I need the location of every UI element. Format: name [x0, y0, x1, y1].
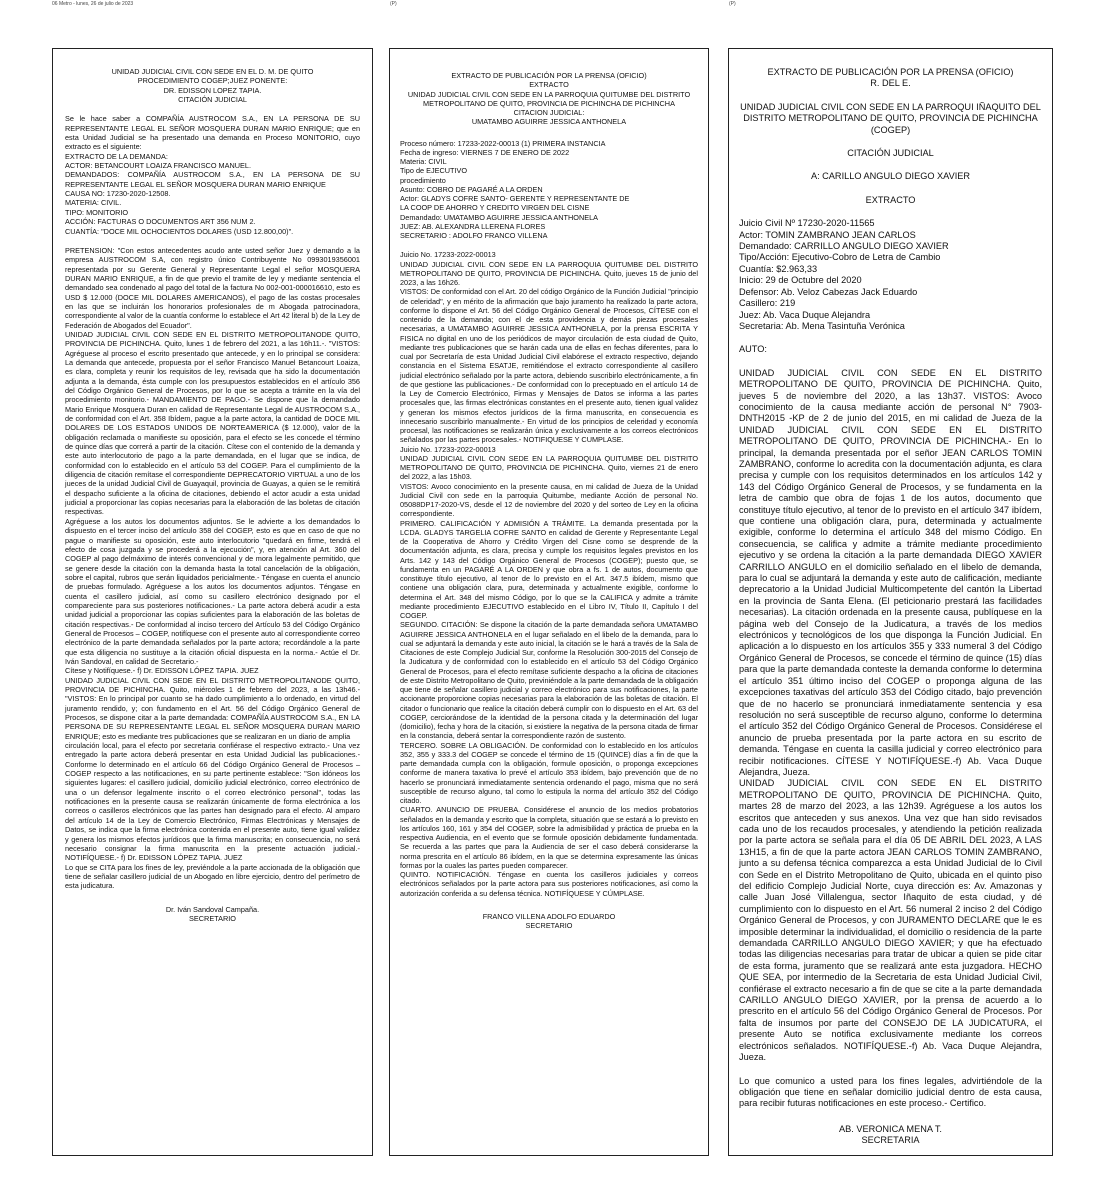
- notice-1-title: [65, 67, 360, 104]
- summary-line: ACCIÓN: FACTURAS O DOCUMENTOS ART 356 NUM 2.: [65, 217, 256, 227]
- summary-line: Tipo de EJECUTIVO: [400, 166, 468, 176]
- notice-1-signature: [65, 905, 360, 924]
- court-line: DISTRITO METROPOLITANO DE QUITO, PROVINCIA DE PICHINCHA: [743, 113, 1038, 124]
- summary-line: DEMANDADOS: COMPAÑÍA AUSTROCOM S.A., EN LA PERSONA DE SU REPRESENTANTE LEGAL EL SEÑOR MOSQUERA DURAN MARIO ENRIQUE: [65, 170, 360, 189]
- summary-line: Fecha de ingreso: VIERNES 7 DE ENERO DE 2022: [400, 147, 570, 157]
- notice-3-title: [739, 67, 1042, 90]
- summary-line: Cuantía: $2.963,33: [739, 263, 818, 274]
- signature-name: AB. VERONICA MENA T.: [839, 1123, 942, 1134]
- notice-3-summary: [739, 218, 1042, 332]
- summary-line: TIPO: MONITORIO: [65, 207, 129, 217]
- paragraph: Agréguese a los autos los documentos adjuntos. Se le advierte a los demandados lo dispuesto en el tercer inciso del artículo 358 del COGEP, esto es que en caso de que no pague o manifieste su oposición, este auto interlocutorio "quedará en firme, tendrá el efecto de cosa juzgada y se procederá a la ejecución", y, en atención al Art. 360 del COGEP al pago delmáximo de interés convencional y de mora legalmente permitido, que se genere desde la citación con la demanda hasta la total cancelación de la obligación, sobre el capital, rubros que serán liquidados pericialmente.- Téngase en cuenta el anuncio de pruebas formulado. Agréguese a los autos los documentos adjuntos. Téngase en cuenta el casillero judicial, así como su casillero electrónico designado por el compareciente para sus posteriores notificaciones.- La parte actora deberá acudir a esta unidad judicial a proporcionar las copias suficientes para la elaboración de las boletas de citación respectivas.- De conformidad al inciso tercero del Artículo 53 del Código Orgánico General de Procesos – COGEP, notifíquese con el presente auto al correspondiente correo electrónico de la parte demandada señalados por la parte actora; recordándole a la parte que esta diligencia no sustituye a la citación oficial dispuesta en la norma.- Actúe el Dr. Iván Sandoval, en calidad de Secretario.-: [65, 516, 360, 666]
- summary-line: Demandado: CARRILLO ANGULO DIEGO XAVIER: [739, 241, 949, 252]
- paragraph: UNIDAD JUDICIAL CIVIL CON SEDE EN EL DISTRITO METROPOLITANO DE QUITO, PROVINCIA DE PICHINCHA. Quito, jueves 5 de noviembre del 2020, a las 13h37. VISTOS: Avoco conocimiento de la causa mediante acción de personal N° 7903-DNTH2015 -KP de 2 de junio del 2015, en mi calidad de Jueza de la UNIDAD JUDICIAL CIVIL CON SEDE EN EL DISTRITO METROPOLITANO DE QUITO, PROVINCIA DE PICHINCHA.- En lo principal, la demanda presentada por el señor JEAN CARLOS TOMIN ZAMBRANO, conforme lo acredita con la documentación adjunta, es clara precisa y cumple con los requisitos determinados en los artículos 142 y 143 del Código Orgánico General de Procesos, y se fundamenta en la letra de cambio que obra de fojas 1 de los autos, documento que constituye título ejecutivo, al tenor de lo previsto en el artículo 347 ibídem, que contiene una obligación clara, pura, determinada y actualmente exigible, conforme lo determina el artículo 348 del mismo Código. En consecuencia, se califica y admite a trámite mediante procedimiento ejecutivo y se ordena la citación a la parte demandada DIEGO XAVIER CARRILLO ANGULO en el domicilio señalado en el libelo de demanda, para lo cual se adjuntará la demanda y este auto de calificación, mediante deprecatorio a la Unidad Judicial Multicompetente del cantón la Libertad en la provincia de Santa Elena. (El peticionario prestará las facilidades necesarias). La citación ordenada en la presente causa, publíquese en la página web del Consejo de la Judicatura, a través de los medios electrónicos y tecnológicos de los que disponga la Función Judicial. En aplicación a lo dispuesto en los artículos 355 y 333 numeral 3 del Código Orgánico General de Procesos, se concede el término de quince (15) días para que la parte demandada conteste la demanda conforme lo determina el artículo 351 último inciso del COGEP o proponga alguna de las excepciones taxativas del artículo 353 del Código citado, bajo prevención que de no hacerlo se pronunciará inmediatamente sentencia y esa resolución no será susceptible de recurso alguno, conforme lo determina el artículo 352 del Código Orgánico General de Procesos. Considérese el anuncio de prueba presentada por la parte actora en su escrito de demanda. Téngase en cuenta la casilla judicial y correo electrónico para recibir notificaciones. CÍTESE Y NOTIFÍQUESE.-f) Ab. Vaca Duque Alejandra, Jueza.: [739, 367, 1042, 777]
- page-header-left: 06 Metro - lunes, 26 de julio de 2023: [52, 1, 134, 7]
- title-line: DR. EDISSON LOPEZ TAPIA.: [163, 85, 262, 95]
- paragraph: QUINTO. NOTIFICACIÓN. Téngase en cuenta los casilleros judiciales y correos electrónicos señalados por la parte actora para sus posteriores notificaciones, así como la autorización conferida a su defensa técnica. NOTIFÍQUESE Y CÚMPLASE.: [400, 870, 698, 898]
- title-line: UMATAMBO AGUIRRE JESSICA ANTHONELA: [471, 117, 627, 127]
- paragraph: Lo que se CITA para los fines de ley, previéndole a la parte accionada de la obligación que tiene de señalar casillero judicial de un Abogado en libre ejercicio, dentro del perímetro de esta judicatura.: [65, 862, 360, 891]
- notice-3-extracto: EXTRACTO: [865, 194, 916, 205]
- paragraph: SEGUNDO. CITACIÓN: Se dispone la citación de la parte demandada señora UMATAMBO AGUIRRE JESSICA ANTHONELA en el lugar señalado en el libelo de la demanda, para lo cual se adjuntará la demanda y este auto inicial, la citación se le hará a través de la Sala de Citaciones de este Complejo Judicial Sur, conforme la Resolución 300-2015 del Consejo de la Judicatura y de conformidad con lo establecido en el artículo 53 del Código Orgánico General de Procesos, para el efecto remítase suficiente despacho a la oficina de citaciones de este Distrito Metropolitano de Quito, previniéndole a la parte demandada de la obligación que tiene de señalar casillero judicial y correo electrónico para sus notificaciones, la parte accionante proporcione copias necesarias para la elaboración de las boletas de citación. El citador o funcionario que realice la citación deberá cumplir con lo dispuesto en el Art. 63 del COGEP, cerciorándose de la identidad de la persona citada y la determinación del lugar (domicilio), fecha y hora de la citación, si existiere la negativa de la persona citada de firmar en la constancia, deberá sentar la correspondiente razón de sustento.: [400, 620, 698, 741]
- notice-column-2: [389, 48, 709, 1156]
- notice-1-intro: Se le hace saber a COMPAÑÍA AUSTROCOM S.A., EN LA PERSONA DE SU REPRESENTANTE LEGAL EL SEÑOR MOSQUERA DURAN MARIO ENRIQUE; que en esta Unidad Judicial se ha presentado una demanda en Proceso MONITORIO, cuyo extracto es el siguiente:: [65, 114, 360, 152]
- summary-line: Defensor: Ab. Veloz Cabezas Jack Eduardo: [739, 286, 918, 297]
- paragraph: Juicio No. 17233-2022-00013: [400, 444, 496, 454]
- summary-line: Materia: CIVIL: [400, 157, 447, 166]
- paragraph: Juicio No. 17233-2022-00013: [400, 250, 496, 260]
- paragraph: PRETENSION: "Con estos antecedentes acudo ante usted señor Juez y demando a la empresa AUSTROCOM S.A, con registro único Contribuyente No 0993019356001 representada por su Gerente General y Representante Legal el señor MOSQUERA DURAN MARIO ENRIQUE, a fin de que previo el tramite de ley y mediante sentencia el demandado sea condenado al pago del total de la factura No 002-001-000016610, esto es USD $ 12.000 (DOCE MIL DOLARES AMERICANOS), el pago de las costas procesales en las que se incluirán los honorarios profesionales de m Abogada patrocinadora, correspondiente al valor de la cuantía conforme lo establece el Art 42 literal b) de la Ley de Federación de Abogados del Ecuador".: [65, 245, 360, 330]
- summary-line: Secretaria: Ab. Mena Tasintuña Verónica: [739, 320, 905, 331]
- summary-line: LA COOP DE AHORRO Y CREDITO VIRGEN DEL CISNE: [400, 203, 590, 213]
- paragraph: UNIDAD JUDICIAL CIVIL CON SEDE EN EL DISTRITO METROPOLITANO DE QUITO, PROVINCIA DE PICHINCHA. Quito, martes 28 de marzo del 2023, a las 12h39. Agréguese a los autos los escritos que anteceden y sus anexos. Una vez que han sido revisados cada uno de los recaudos procesales, y atendiendo la petición realizada por la parte actora se señala para el día 05 DE ABRIL DEL 2023, A LAS 13H15, a fin de que la parte actora JEAN CARLOS TOMIN ZAMBRANO, junto a su defensa técnica comparezca a esta Unidad Judicial de lo Civil con Sede en el Distrito Metropolitano de Quito, ubicada en el quinto piso del edificio Complejo Judicial Norte, cuya dirección es: Av. Amazonas y calle Juan José Villalengua, sector Iñaquito de esta ciudad, y dé cumplimiento con lo dispuesto en el Art. 56 numeral 2 inciso 2 del Código Orgánico General de Procesos, y con JURAMENTO DECLARE que le es imposible determinar la individualidad, el domicilio o residencia de la parte demandada CARRILLO ANGULO DIEGO XAVIER; y que ha efectuado todas las diligencias necesarias para tratar de ubicar a quien se pide citar de esta forma, juramento que se realizará ante esta juzgadora. HECHO QUE SEA, por intermedio de la Secretaria de esta Unidad Judicial Civil, confiérase el extracto necesario a fin de que se cite a la parte demandada CARILLO ANGULO DIEGO XAVIER, por la prensa de acuerdo a lo prescrito en el artículo 56 del Código Orgánico General de Procesos. Por falta de insumos por parte del CONSEJO DE LA JUDICATURA, el presente Auto se notifica exclusivamente mediante los correos electrónicos señalados. NOTIFÍQUESE.-f) Ab. Vaca Duque Alejandra, Jueza.: [739, 778, 1042, 1063]
- summary-line: Actor: TOMIN ZAMBRANO JEAN CARLOS: [739, 229, 916, 240]
- summary-line: Proceso número: 17233-2022-00013 (1) PRIMERA INSTANCIA: [400, 138, 606, 148]
- signature-role: SECRETARIA: [861, 1135, 920, 1146]
- summary-line: EXTRACTO DE LA DEMANDA:: [65, 151, 168, 161]
- page-header-mid: (P): [390, 1, 397, 7]
- signature-role: SECRETARIO: [525, 921, 573, 930]
- notice-3-auto-label: AUTO:: [739, 344, 767, 355]
- summary-line: CUANTÍA: "DOCE MIL OCHOCIENTOS DOLARES (USD 12.800,00)".: [65, 226, 294, 236]
- notice-2-title: [400, 71, 698, 127]
- paragraph: PRIMERO. CALIFICACIÓN Y ADMISIÓN A TRÁMITE. La demanda presentada por la LCDA. GLADYS TARGELIA COFRE SANTO en calidad de Gerente y Representante Legal de la Cooperativa de Ahorro y Crédito Virgen del Cisne como se desprende de la documentación adjunta, es clara, precisa y cumple los requisitos legales previstos en los Arts. 142 y 143 del Código Orgánico General de Procesos (COGEP); puesto que, se fundamenta en un PAGARÉ A LA ORDEN y que obra a fs. 1 de autos, documento que constituye título ejecutivo, al tenor de lo previsto en el Art. 347.5 ibídem, mismo que contiene una obligación clara, pura, determinada y actualmente exigible, conforme lo determina el Art. 348 del mismo Código, por lo que se la CALIFICA y admite a trámite mediante procedimiento EJECUTIVO establecido en el Libro IV, Título II, Capítulo I del COGEP.: [400, 518, 698, 620]
- title-line: PROCEDIMIENTO COGEP;JUEZ PONENTE:: [137, 76, 288, 86]
- summary-line: SECRETARIO : ADOLFO FRANCO VILLENA: [400, 231, 548, 240]
- notice-2-summary: [400, 139, 698, 241]
- notice-1-summary: [65, 152, 360, 236]
- summary-line: Juez: Ab. Vaca Duque Alejandra: [739, 309, 871, 320]
- paragraph: TERCERO. SOBRE LA OBLIGACIÓN. De conformidad con lo establecido en los artículos 352, 355 y 333.3 del COGEP se concede el término de 15 (QUINCE) días a fin de que la parte demandada cumpla con la obligación, formule oposición, o proponga excepciones conforme de manera taxativa lo prevé el artículo 353 ibídem, bajo prevención que de no hacerlo se pronunciará inmediatamente sentencia ordenando el pago, misma que no será susceptible de recurso alguno, tal como lo estipula la norma del artículo 352 del Código citado.: [400, 740, 698, 805]
- page-header-right: (P): [729, 1, 736, 7]
- summary-line: Actor: GLADYS COFRE SANTO- GERENTE Y REPRESENTANTE DE: [400, 194, 630, 203]
- notice-3-citacion: CITACIÓN JUDICIAL: [847, 148, 934, 159]
- notice-column-1: [52, 48, 373, 1156]
- paragraph: Cítese y Notifíquese.- f) Dr. EDISSON LÓPEZ TAPIA. JUEZ: [65, 666, 259, 676]
- title-line: CITACIÓN JUDICIAL: [178, 95, 247, 105]
- signature-role: SECRETARIO: [189, 913, 236, 923]
- paragraph: UNIDAD JUDICIAL CIVIL CON SEDE EN LA PARROQUIA QUITUMBE DEL DISTRITO METROPOLITANO DE QUITO, PROVINCIA DE PICHINCHA. Quito, jueves 15 de junio del 2023, a las 16h26.: [400, 259, 698, 287]
- summary-line: ACTOR: BETANCOURT LOAIZA FRANCISCO MANUEL.: [65, 161, 251, 171]
- paragraph: VISTOS: Avoco conocimiento en la presente causa, en mi calidad de Jueza de la Unidad Judicial Civil con sede en la parroquia Quitumbe, mediante Acción de personal No. 05088DP17-2020-VS, desde el 12 de noviembre del 2020 y del sorteo de Ley en la oficina correspondiente.: [400, 481, 698, 519]
- paragraph: UNIDAD JUDICIAL CIVIL CON SEDE EN EL DISTRITO METROPOLITANODE QUITO, PROVINCIA DE PICHINCHA. Quito, miércoles 1 de febrero del 2023, a las 13h46.- "VISTOS: En lo principal por cuanto se ha dado cumplimiento a lo ordenado, en virtud del juramento rendido, y; con fundamento en el Art. 56 del Código Orgánico General de Procesos, se dispone citar a la parte demandada: COMPAÑÍA AUSTROCOM S.A., EN LA PERSONA DE SU REPRESENTANTE LEGAL EL SEÑOR MOSQUERA DURAN MARIO ENRIQUE; esto es mediante tres publicaciones que se realizaran en un diario de amplia: [65, 675, 360, 741]
- paragraph: circulación local, para el efecto por secretaria confiérase el respectivo extracto.- Una vez entregado la parte actora deberá presentar en esta Unidad Judicial las publicaciones.- Conforme lo determinado en el artículo 66 del Código Orgánico General de Procesos – COGEP respecto a las notificaciones, en su parte pertinente establece: "Son idóneos los siguientes lugares: el casillero judicial, domicilio judicial electrónico, correo electrónico de una o un defensor legalmente inscrito o el correo electrónico personal", todas las notificaciones en la presente causa se realizarán únicamente de forma electrónica a los correos o casilleros electrónicos que las partes han designado para el efecto. Al amparo del artículo 14 de la Ley de Comercio Electrónico, Firmas Electrónicas y Mensajes de Datos, se indica que la firma electrónica contenida en el presente auto, tiene igual validez y genera los mismos efectos jurídicos que la firma manuscrita; en consecuencia, no será necesario consignar la firma manuscrita en la presente actuación judicial.- NOTIFÍQUESE.- f) Dr. EDISSON LÓPEZ TAPIA. JUEZ: [65, 741, 360, 863]
- summary-line: Tipo/Acción: Ejecutivo-Cobro de Letra de Cambio: [739, 252, 941, 263]
- paragraph: UNIDAD JUDICIAL CIVIL CON SEDE EN EL DISTRITO METROPOLITANODE QUITO, PROVINCIA DE PICHINCHA. Quito, lunes 1 de febrero del 2021, a las 16h11.-. "VISTOS: Agréguese al proceso el escrito presentado que antecede, y en lo principal se considera: La demanda que antecede, propuesta por el señor Francisco Manuel Betancourt Loaiza, es clara, completa y reunir los requisitos de ley, revisada que ha sido la documentación adjunta a la demanda, ésta cumple con los presupuestos establecidos en el artículo 356 del Código Orgánico General de Procesos, por lo que se acepta a trámite en la vía del procedimiento monitorio.- MANDAMIENTO DE PAGO.- Se dispone que la demandado Mario Enrique Mosquera Duran en calidad de Representante Legal de AUSTROCOM S.A., de conformidad con el Art. 358 Ibídem, pague a la parte actora, la cantidad de DOCE MIL DOLARES DE LOS ESTADOS UNIDOS DE NORTEAMERICA ($ 12.000), valor de la obligación reclamada o manifieste su oposición, para el efecto se les concede el término de quince días que correrá a partir de la citación. Cítese con el contenido de la demanda y este auto interlocutorio de pago a la parte demandada, en el lugar que se indica, de conformidad con lo establecido en el artículo 53 del COGEP. Para el cumplimiento de la diligencia de citación remítase el correspondiente DEPRECATORIO VIRTUAL a uno de los jueces de la unidad Judicial Civil de Guayaquil, provincia de Guayas, a quien se le remitirá el despacho suficiente a la oficina de citaciones, debiendo el actor acudir a esta unidad judicial a proporcionar las copias necesarias para la elaboración de las boletas de citación respectivas.: [65, 329, 360, 517]
- court-line: (COGEP): [870, 124, 911, 135]
- summary-line: Asunto: COBRO DE PAGARÉ A LA ORDEN: [400, 184, 543, 194]
- summary-line: Demandado: UMATAMBO AGUIRRE JESSICA ANTHONELA: [400, 212, 599, 222]
- notice-3-signature: [739, 1124, 1042, 1147]
- paragraph: UNIDAD JUDICIAL CIVIL CON SEDE EN LA PARROQUIA QUITUMBE DEL DISTRITO METROPOLITANO DE QUITO, PROVINCIA DE PICHINCHA. Quito, viernes 21 de enero del 2022, a las 15h03.: [400, 453, 698, 482]
- summary-line: MATERIA: CIVIL.: [65, 198, 122, 208]
- title-line: METROPOLITANO DE QUITO, PROVINCIA DE PICHINCHA DE PICHINCHA: [423, 98, 675, 108]
- title-line: EXTRACTO: [529, 80, 569, 90]
- court-line: UNIDAD JUDICIAL CIVIL CON SEDE EN LA PARROQUI IÑAQUITO DEL: [740, 101, 1041, 112]
- summary-line: Juicio Civil Nº 17230-2020-11565: [739, 218, 875, 229]
- summary-line: Casillero: 219: [739, 298, 796, 309]
- title-line: UNIDAD JUDICIAL CIVIL CON SEDE EN EL D. M. DE QUITO: [111, 67, 314, 76]
- summary-line: JUEZ: AB. ALEXANDRA LLERENA FLORES: [400, 221, 546, 231]
- title-line: UNIDAD JUDICIAL CIVIL CON SEDE EN LA PARROQUIA QUITUMBE DEL DISTRITO: [407, 89, 691, 99]
- paragraph: CUARTO. ANUNCIO DE PRUEBA. Considérese el anuncio de los medios probatorios señalados en la demanda y escrito que la completa, situación que se estará a lo previsto en los artículos 160, 161 y 354 del COGEP, sobre la admisibilidad y práctica de prueba en la respectiva Audiencia, en el evento que se formule oposición debidamente fundamentada. Se recuerda a las partes que para la Audiencia de ser el caso deberá considerarse la norma prescrita en el artículo 86 ibídem, en la que se determina expresamente las únicas formas por la cuales las partes pueden comparecer.: [400, 805, 698, 870]
- signature-name: FRANCO VILLENA ADOLFO EDUARDO: [482, 911, 616, 921]
- notice-column-3: [728, 48, 1053, 1156]
- notice-3-addressee: A: CARILLO ANGULO DIEGO XAVIER: [810, 171, 971, 182]
- paragraph: VISTOS: De conformidad con el Art. 20 del código Orgánico de la Función Judicial "principio de celeridad", y en mérito de la afirmación que bajo juramento ha realizado la parte actora, conforme lo dispone el Art. 56 del Código Orgánico General de Procesos, CÍTESE con el contenido de la demanda; con el de esta providencia y demás piezas procesales necesarias, a UMATAMBO AGUIRRE JESSICA ANTHONELA, por la prensa ESCRITA Y FISICA no digital en uno de los periódicos de mayor circulación de esta ciudad de Quito, mediante tres publicaciones que se harán cada una de ellas en fechas diferentes, para lo cual por Secretaría de esta Unidad Judicial Civil elabórese el extracto respectivo, dejando constancia en el Sistema ESATJE, remitiéndose el extracto correspondiente al casillero judicial electrónico señalado por la parte actora, debiendo suscribirlo electrónicamente, a fin de que gestione las publicaciones.- De conformidad con lo preceptuado en el artículo 14 de la Ley de Comercio Electrónico, Firmas y Mensajes de Datos se informa a las partes procesales que, las firmas electrónicas constantes en el presente auto, tienen igual validez y generan los mismos efectos jurídicos de la firma manuscrita, en consecuencia es innecesario suscribirlo manualmente.- En virtud de los principios de celeridad y economía procesal, las notificaciones se realizarán única y exclusivamente a los correos electrónicos señalados por las partes procesales.- NOTIFIQUESE Y CUMPLASE.: [400, 287, 698, 445]
- summary-line: procedimiento: [400, 175, 446, 185]
- summary-line: CAUSA NO: 17230-2020-12508.: [65, 189, 171, 199]
- notice-2-signature: [400, 912, 698, 931]
- summary-line: Inicio: 29 de Octubre del 2020: [739, 275, 862, 286]
- title-line: CITACION JUDICIAL:: [513, 108, 585, 117]
- signature-name: Dr. Iván Sandoval Campaña.: [165, 904, 260, 914]
- title-line: EXTRACTO DE PUBLICACIÓN POR LA PRENSA (OFICIO): [451, 71, 647, 80]
- notice-3-court: [739, 102, 1042, 136]
- notice-3-closing: Lo que comunico a usted para los fines legales, advirtiéndole de la obligación que tiene en señalar domicilio judicial dentro de esta causa, para recibir futuras notificaciones en este proceso.- Certifico.: [739, 1075, 1042, 1109]
- title-line: R. DEL E.: [870, 78, 911, 89]
- title-line: EXTRACTO DE PUBLICACIÓN POR LA PRENSA (OFICIO): [767, 67, 1014, 77]
